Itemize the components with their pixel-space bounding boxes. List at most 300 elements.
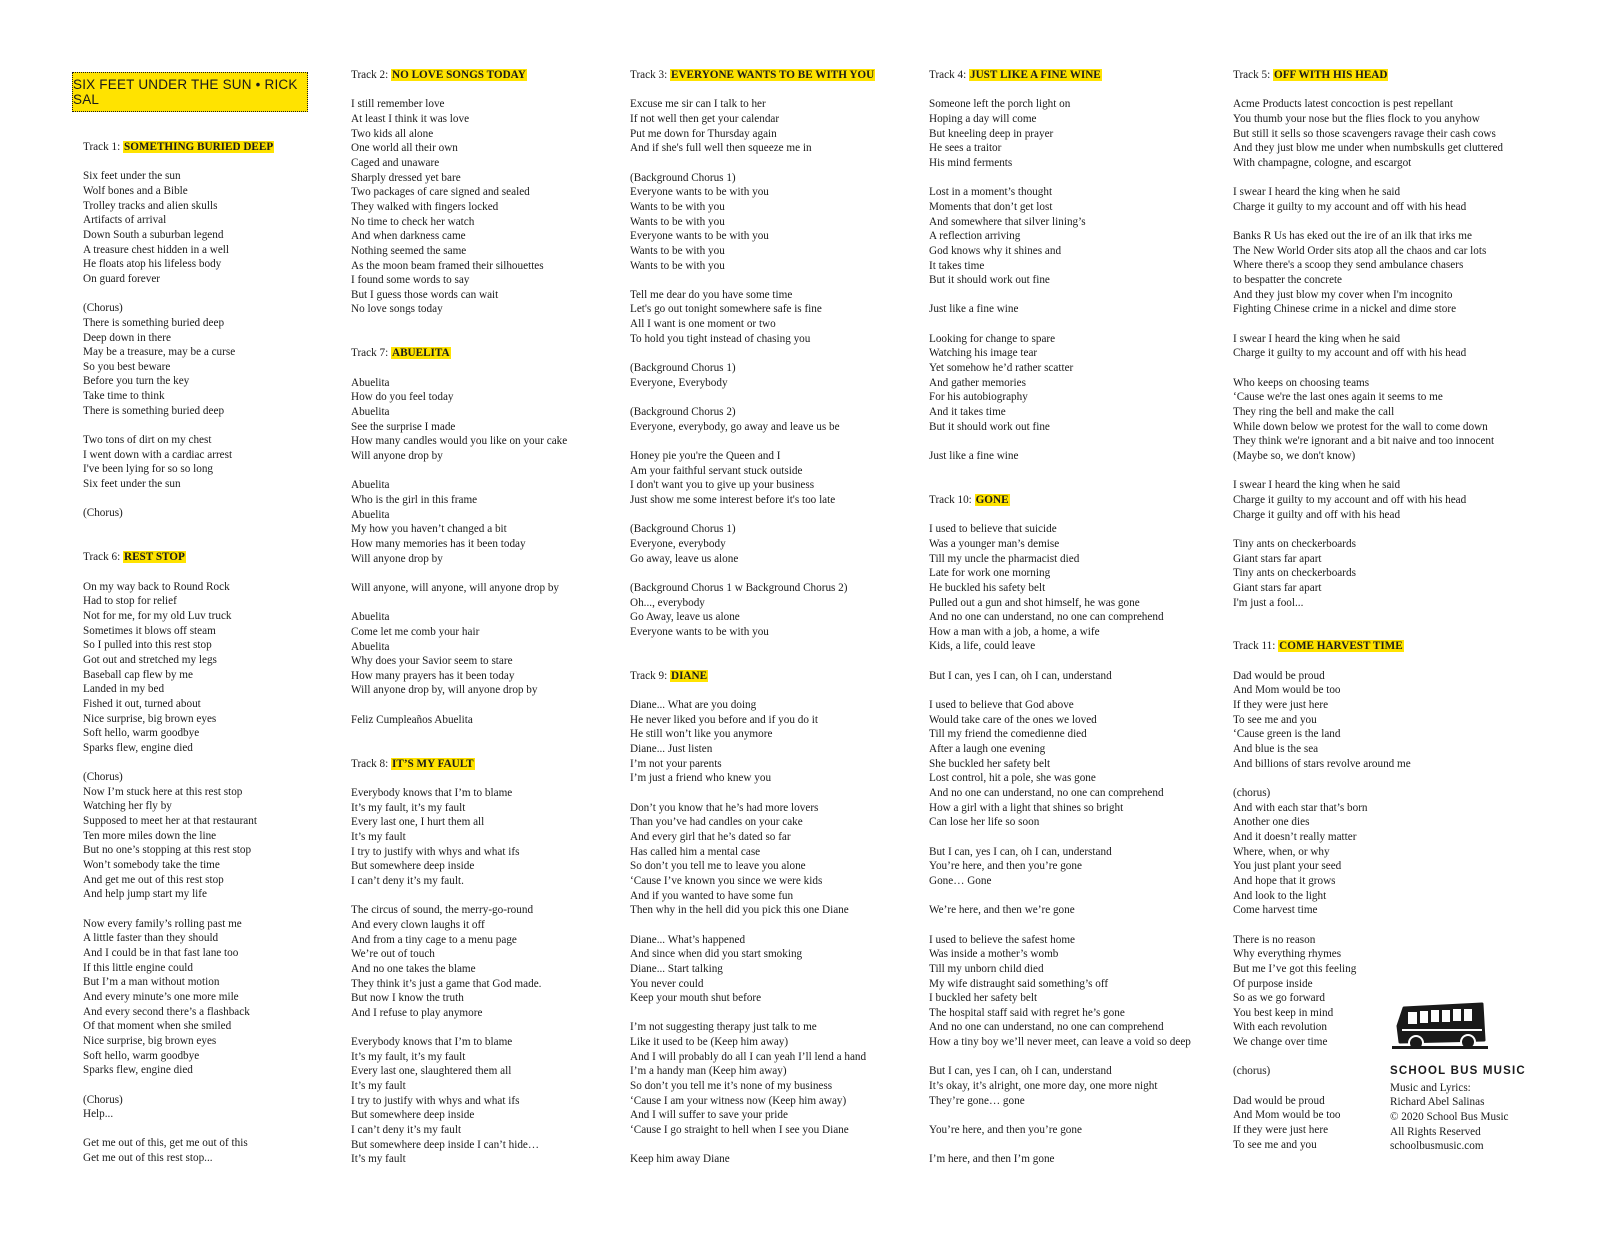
lyric-line: The hospital staff said with regret he’s gone <box>929 1006 1125 1019</box>
lyric-line: Charge it guilty to my account and off with his head <box>1233 347 1467 360</box>
track-8 <box>351 757 567 1167</box>
lyric-line <box>929 889 1191 904</box>
lyric-line: I used to believe the safest home <box>929 933 1076 946</box>
column-1 <box>83 140 274 1166</box>
lyric-line: Sparks flew, engine died <box>83 741 193 754</box>
credits <box>1390 1018 1560 1154</box>
lyric-line: Won’t somebody take the time <box>83 859 220 872</box>
lyric-line: My wife distraught said something’s off <box>929 977 1109 990</box>
track-number: Track 1: <box>83 141 123 153</box>
lyric-line: Supposed to meet her at that restaurant <box>83 815 257 828</box>
column-3 <box>630 68 875 1167</box>
lyric-line: They think it’s just a game that God made. <box>351 977 542 990</box>
lyric-line <box>1233 464 1503 479</box>
lyric-line: And no one can understand, no one can comprehend <box>929 1021 1164 1034</box>
lyric-line: And no one can understand, no one can comprehend <box>929 787 1164 800</box>
lyric-line: It’s my fault, it’s my fault <box>351 1050 466 1063</box>
lyric-line: ‘Cause green is the land <box>1233 728 1341 741</box>
lyric-line: (Background Chorus 1) <box>630 171 736 184</box>
lyric-line: Watching her fly by <box>83 800 172 813</box>
lyric-line: See the surprise I made <box>351 420 456 433</box>
lyric-line: A treasure chest hidden in a well <box>83 243 230 256</box>
lyric-line: It’s my fault, it’s my fault <box>351 801 466 814</box>
lyric-line: Where there's a scoop they send ambulance chasers <box>1233 259 1464 272</box>
lyric-line <box>351 889 567 904</box>
lyric-line: ‘Cause we're the last ones again it seems to me <box>1233 391 1443 404</box>
lyric-line: Before you turn the key <box>83 375 190 388</box>
lyric-line: And they just blow my cover when I'm incognito <box>1233 288 1453 301</box>
lyric-line: So don’t you tell me to leave you alone <box>630 860 806 873</box>
column-4 <box>929 68 1191 1167</box>
lyric-line: And if she's full well then squeeze me in <box>630 142 812 155</box>
lyric-line: And billions of stars revolve around me <box>1233 757 1411 770</box>
lyric-line <box>630 1138 875 1153</box>
lyric-line: Take time to think <box>83 390 165 403</box>
track-6 <box>83 550 274 1165</box>
lyric-line: Was inside a mother’s womb <box>929 948 1059 961</box>
lyric-line: Will anyone drop by, will anyone drop by <box>351 684 538 697</box>
lyric-line: Till my friend the comedienne died <box>929 728 1087 741</box>
lyric-line: Keep him away Diane <box>630 1153 730 1166</box>
lyric-line <box>630 786 875 801</box>
column-2 <box>351 68 567 1167</box>
lyric-line: We’re here, and then we’re gone <box>929 904 1075 917</box>
track-number: Track 10: <box>929 493 975 506</box>
lyric-line <box>351 698 567 713</box>
lyric-line: I’m just a friend who knew you <box>630 772 772 785</box>
lyric-line: I used to believe that God above <box>929 699 1074 712</box>
track-heading <box>1233 639 1503 654</box>
lyric-line: It takes time <box>929 259 985 272</box>
lyric-line: Sparks flew, engine died <box>83 1064 193 1077</box>
lyric-line: But I can, yes I can, oh I can, understand <box>929 845 1112 858</box>
lyric-line: I went down with a cardiac arrest <box>83 448 233 461</box>
lyric-line: For his autobiography <box>929 391 1028 404</box>
lyric-line: Wants to be with you <box>630 215 725 228</box>
lyric-line: There is something buried deep <box>83 404 225 417</box>
lyrics <box>929 97 1191 463</box>
lyric-line: It’s my fault <box>351 830 406 843</box>
lyric-line <box>1233 171 1503 186</box>
lyric-line: (Chorus) <box>83 302 123 315</box>
lyric-line <box>630 434 875 449</box>
lyric-line: How a man with a job, a home, a wife <box>929 625 1100 638</box>
lyric-line <box>83 1122 274 1137</box>
track-number: Track 6: <box>83 551 123 564</box>
lyric-line: He floats atop his lifeless body <box>83 258 222 271</box>
lyric-line: I've been lying for so so long <box>83 463 214 476</box>
lyric-line: Everyone, Everybody <box>630 376 728 389</box>
lyric-line: ‘Cause I am your witness now (Keep him away) <box>630 1094 847 1107</box>
track-title: COME HARVEST TIME <box>1279 640 1403 653</box>
lyric-line <box>1233 317 1503 332</box>
lyric-line: Late for work one morning <box>929 567 1051 580</box>
lyric-line: to bespatter the concrete <box>1233 274 1343 287</box>
lyric-line: Trolley tracks and alien skulls <box>83 199 218 212</box>
lyric-line: Abuelita <box>351 508 390 521</box>
lyric-line: Where, when, or why <box>1233 845 1330 858</box>
lyric-line: With champagne, cologne, and escargot <box>1233 156 1412 169</box>
lyric-line: I swear I heard the king when he said <box>1233 332 1401 345</box>
lyric-line: So as we go forward <box>1233 992 1325 1005</box>
lyric-line: How do you feel today <box>351 391 454 404</box>
lyric-line: But somewhere deep inside I can’t hide… <box>351 1138 540 1151</box>
lyrics <box>630 698 875 1167</box>
lyric-line: Will anyone drop by <box>351 450 443 463</box>
track-heading <box>630 68 875 83</box>
lyric-line: And every minute’s one more mile <box>83 990 239 1003</box>
credit-line: Richard Abel Salinas <box>1390 1096 1485 1109</box>
lyric-line <box>929 654 1191 669</box>
lyric-line: They ring the bell and make the call <box>1233 406 1395 419</box>
lyrics <box>351 786 567 1167</box>
lyric-line: How many prayers has it been today <box>351 669 515 682</box>
lyric-line <box>929 288 1191 303</box>
lyric-line <box>1233 918 1503 933</box>
lyric-line: Lost control, hit a pole, she was gone <box>929 772 1096 785</box>
lyric-line: And no one can understand, no one can comprehend <box>929 611 1164 624</box>
lyric-line: And with each star that’s born <box>1233 801 1368 814</box>
lyric-line: I'm just a fool... <box>1233 596 1304 609</box>
lyric-line: My how you haven’t changed a bit <box>351 523 507 536</box>
lyric-line <box>351 464 567 479</box>
lyrics <box>351 376 567 728</box>
lyric-line: It’s my fault <box>351 1153 406 1166</box>
lyric-line: Two packages of care signed and sealed <box>351 186 530 199</box>
lyric-line: Everyone wants to be with you <box>630 625 769 638</box>
lyric-line <box>351 596 567 611</box>
lyrics <box>351 97 567 317</box>
lyric-line <box>351 566 567 581</box>
lyric-line: Come let me comb your hair <box>351 625 480 638</box>
lyric-line <box>630 156 875 171</box>
lyric-line: No love songs today <box>351 303 443 316</box>
lyric-line: And I will suffer to save your pride <box>630 1109 788 1122</box>
lyric-line: And if you wanted to have some fun <box>630 889 794 902</box>
lyric-line: And Mom would be too <box>1233 684 1341 697</box>
lyric-line: One world all their own <box>351 142 458 155</box>
track-heading <box>929 68 1191 83</box>
lyric-line <box>83 492 274 507</box>
lyric-line: Banks R Us has eked out the ire of an ilk that irks me <box>1233 230 1472 243</box>
lyric-line: How many memories has it been today <box>351 537 526 550</box>
lyric-line: Excuse me sir can I talk to her <box>630 98 766 111</box>
lyric-line: Watching his image tear <box>929 347 1038 360</box>
lyric-line <box>1233 215 1503 230</box>
lyric-line: Diane... What are you doing <box>630 699 757 712</box>
track-number: Track 2: <box>351 69 391 81</box>
lyric-line <box>630 390 875 405</box>
lyric-line: Soft hello, warm goodbye <box>83 727 200 740</box>
lyric-line: Feliz Cumpleaños Abuelita <box>351 713 473 726</box>
lyric-line: I buckled her safety belt <box>929 992 1038 1005</box>
lyric-line <box>1233 361 1503 376</box>
lyric-line: And look to the light <box>1233 889 1327 902</box>
lyric-line: Just like a fine wine <box>929 303 1019 316</box>
lyric-line: (Background Chorus 1 w Background Chorus 2) <box>630 581 848 594</box>
lyric-line: And I could be in that fast lane too <box>83 946 239 959</box>
lyric-line: But I can, yes I can, oh I can, understand <box>929 669 1112 682</box>
lyric-line: Abuelita <box>351 479 390 492</box>
lyric-line: Another one dies <box>1233 816 1310 829</box>
track-4 <box>929 68 1191 464</box>
lyric-line: I swear I heard the king when he said <box>1233 186 1401 199</box>
lyric-line: (Background Chorus 1) <box>630 523 736 536</box>
lyric-line: If they were just here <box>1233 699 1329 712</box>
lyric-line: And no one takes the blame <box>351 962 476 975</box>
lyric-line: His mind ferments <box>929 156 1013 169</box>
track-9 <box>630 669 875 1167</box>
track-number: Track 9: <box>630 669 670 682</box>
lyric-line: Of purpose inside <box>1233 977 1313 990</box>
lyric-line: I found some words to say <box>351 274 470 287</box>
lyric-line: (Background Chorus 1) <box>630 362 736 375</box>
track-heading <box>630 669 875 684</box>
lyric-line: (chorus) <box>1233 787 1271 799</box>
lyric-line <box>929 1108 1191 1123</box>
lyric-line: Everybody knows that I’m to blame <box>351 787 513 800</box>
lyric-line: Get me out of this rest stop... <box>83 1152 213 1165</box>
lyric-line: Get me out of this, get me out of this <box>83 1137 248 1150</box>
track-title: IT’S MY FAULT <box>392 757 474 770</box>
lyric-line: I can’t deny it’s my fault <box>351 1124 462 1137</box>
lyric-line: They think we're ignorant and a bit naive and too innocent <box>1233 435 1495 448</box>
lyric-line: You never could <box>630 977 704 990</box>
lyric-line: Sometimes it blows off steam <box>83 624 216 637</box>
lyric-line: I’m not suggesting therapy just talk to me <box>630 1021 817 1034</box>
lyrics <box>83 580 274 1166</box>
lyric-line: We’re out of touch <box>351 948 435 961</box>
lyric-line: Abuelita <box>351 611 390 624</box>
lyric-line: And I refuse to play anymore <box>351 1006 483 1019</box>
lyric-line: Nice surprise, big brown eyes <box>83 712 217 725</box>
track-2 <box>351 68 567 317</box>
lyric-line: Pulled out a gun and shot himself, he was gone <box>929 596 1140 609</box>
lyric-line: I can’t deny it’s my fault. <box>351 874 464 887</box>
lyric-line: They’re gone… gone <box>929 1094 1025 1107</box>
lyric-line: May be a treasure, may be a curse <box>83 346 236 359</box>
lyric-line <box>83 755 274 770</box>
lyric-line: And from a tiny cage to a menu page <box>351 933 517 946</box>
lyric-line: Everybody knows that I’m to blame <box>351 1036 513 1049</box>
lyric-line: But no one’s stopping at this rest stop <box>83 844 252 857</box>
lyric-line: With each revolution <box>1233 1021 1327 1034</box>
lyric-line: Abuelita <box>351 406 390 419</box>
track-title: GONE <box>975 493 1009 506</box>
lyric-line: Wolf bones and a Bible <box>83 184 188 197</box>
lyric-line: Not for me, for my old Luv truck <box>83 609 232 622</box>
brand-name: SCHOOL BUS MUSIC <box>1390 1065 1526 1077</box>
lyric-line: Will anyone, will anyone, will anyone drop by <box>351 581 560 594</box>
track-title: SOMETHING BURIED DEEP <box>124 141 274 153</box>
lyric-line <box>929 683 1191 698</box>
lyrics <box>83 169 274 521</box>
lyric-line: Someone left the porch light on <box>929 98 1071 111</box>
lyric-line <box>929 918 1191 933</box>
track-heading <box>351 757 567 772</box>
lyric-line: To hold you tight instead of chasing you <box>630 332 811 345</box>
lyric-line: Tiny ants on checkerboards <box>1233 537 1356 550</box>
lyric-line: Six feet under the sun <box>83 170 181 183</box>
lyric-line: Don’t you know that he’s had more lovers <box>630 801 819 814</box>
lyric-line: (Maybe so, we don't know) <box>1233 449 1356 462</box>
lyric-line: And they just blow me under when numbskulls get cluttered <box>1233 142 1504 155</box>
lyric-line: Abuelita <box>351 376 390 389</box>
track-7 <box>351 346 567 727</box>
lyric-line: Every last one, I hurt them all <box>351 816 485 829</box>
lyric-line: On guard forever <box>83 272 161 285</box>
lyric-line: Everyone, everybody, go away and leave us be <box>630 420 840 433</box>
lyric-line: Everyone wants to be with you <box>630 230 769 243</box>
lyric-line: Ten more miles down the line <box>83 829 217 842</box>
lyric-line: Of that moment when she smiled <box>83 1020 232 1033</box>
lyric-line: Had to stop for relief <box>83 595 177 608</box>
lyric-line: And get me out of this rest stop <box>83 873 224 886</box>
lyric-line: Nice surprise, big brown eyes <box>83 1034 217 1047</box>
lyric-line: The New World Order sits atop all the chaos and car lots <box>1233 244 1487 257</box>
lyric-line: And when darkness came <box>351 230 466 243</box>
lyric-line: Let's go out tonight somewhere safe is fine <box>630 303 822 316</box>
lyric-line: On my way back to Round Rock <box>83 580 230 593</box>
lyric-line: Acme Products latest concoction is pest repellant <box>1233 98 1453 111</box>
lyric-line: But somewhere deep inside <box>351 860 475 873</box>
lyric-line: I’m here, and then I’m gone <box>929 1153 1055 1166</box>
lyric-line: You thumb your nose but the flies flock to you anyhow <box>1233 112 1480 125</box>
lyric-line: But I can, yes I can, oh I can, understand <box>929 1065 1112 1078</box>
lyric-line: (Chorus) <box>83 507 123 520</box>
lyric-line: (Background Chorus 2) <box>630 406 736 419</box>
lyric-line: There is no reason <box>1233 933 1316 946</box>
lyric-line: ‘Cause I go straight to hell when I see you Diane <box>630 1124 849 1137</box>
lyric-line: So you best beware <box>83 360 171 373</box>
lyric-line <box>630 346 875 361</box>
lyric-line: It’s my fault <box>351 1080 406 1093</box>
lyric-line <box>83 1078 274 1093</box>
lyric-line: He sees a traitor <box>929 142 1002 155</box>
track-title: EVERYONE WANTS TO BE WITH YOU <box>671 69 875 81</box>
lyric-line: But now I know the truth <box>351 992 464 1005</box>
lyric-line: But I guess those words can wait <box>351 288 499 301</box>
track-10 <box>929 493 1191 1167</box>
lyric-line: Giant stars far apart <box>1233 581 1322 594</box>
lyric-line: (Chorus) <box>83 1093 123 1106</box>
lyric-line: Abuelita <box>351 640 390 653</box>
lyric-line: You’re here, and then you’re gone <box>929 1124 1082 1137</box>
lyric-line: But it should work out fine <box>929 420 1050 433</box>
lyric-line: I don't want you to give up your business <box>630 479 815 492</box>
lyric-line: Put me down for Thursday again <box>630 127 777 140</box>
lyric-line: Caged and unaware <box>351 156 440 169</box>
lyric-line: At least I think it was love <box>351 112 470 125</box>
lyric-line: Sharply dressed yet bare <box>351 171 461 184</box>
lyric-line: Can lose her life so soon <box>929 816 1040 829</box>
credit-line: © 2020 School Bus Music <box>1390 1110 1509 1123</box>
lyric-line: Six feet under the sun <box>83 478 181 491</box>
lyric-line: Moments that don’t get lost <box>929 200 1053 213</box>
lyric-line: Artifacts of arrival <box>83 214 167 227</box>
lyric-line: Wants to be with you <box>630 244 725 257</box>
album-title-box <box>72 72 308 112</box>
lyric-line: Diane... Start talking <box>630 962 723 975</box>
track-title: OFF WITH HIS HEAD <box>1274 69 1388 81</box>
lyric-line: Looking for change to spare <box>929 332 1056 345</box>
lyric-line: Who keeps on choosing teams <box>1233 376 1370 389</box>
lyric-line: And every second there’s a flashback <box>83 1005 250 1018</box>
lyric-line: Two tons of dirt on my chest <box>83 434 212 447</box>
lyric-line: But I’m a man without motion <box>83 976 220 989</box>
lyric-line: Till my unborn child died <box>929 962 1044 975</box>
lyric-line: Now every family’s rolling past me <box>83 917 242 930</box>
track-1 <box>83 140 274 521</box>
lyric-line: I try to justify with whys and what ifs <box>351 1094 520 1107</box>
lyric-line: Wants to be with you <box>630 259 725 272</box>
track-number: Track 4: <box>929 69 969 81</box>
lyric-line: How many candles would you like on your cake <box>351 435 568 448</box>
lyric-line <box>929 1138 1191 1153</box>
lyric-line: And every girl that he’s dated so far <box>630 830 791 843</box>
track-heading <box>929 493 1191 508</box>
lyric-line <box>630 508 875 523</box>
lyric-line: Oh..., everybody <box>630 596 705 609</box>
lyric-line <box>1233 522 1503 537</box>
track-number: Track 5: <box>1233 69 1273 81</box>
track-number: Track 3: <box>630 69 670 81</box>
lyric-line: And Mom would be too <box>1233 1109 1341 1122</box>
lyric-line: Diane... What’s happened <box>630 933 746 946</box>
lyric-line: No time to check her watch <box>351 215 475 228</box>
lyric-line <box>929 830 1191 845</box>
track-3 <box>630 68 875 639</box>
track-heading <box>83 140 274 155</box>
lyric-line: Dad would be proud <box>1233 669 1325 682</box>
lyric-line: While down below we protest for the wall to come down <box>1233 420 1488 433</box>
lyric-line: He never liked you before and if you do it <box>630 713 818 726</box>
lyric-line: Baseball cap flew by me <box>83 668 193 681</box>
lyric-line: Am your faithful servant stuck outside <box>630 464 803 477</box>
lyric-line: So I pulled into this rest stop <box>83 639 212 652</box>
lyric-line: If not well then get your calendar <box>630 112 780 125</box>
track-number: Track 7: <box>351 347 391 360</box>
lyric-line: Hoping a day will come <box>929 112 1037 125</box>
lyric-line: And every clown laughs it off <box>351 918 485 931</box>
lyric-line: Honey pie you're the Queen and I <box>630 449 781 462</box>
lyric-line: Charge it guilty and off with his head <box>1233 508 1401 521</box>
lyric-line: He still won’t like you anymore <box>630 728 773 741</box>
track-heading <box>351 346 567 361</box>
lyric-line: But me I’ve got this feeling <box>1233 962 1357 975</box>
lyric-line: Giant stars far apart <box>1233 552 1322 565</box>
lyric-line: Who is the girl in this frame <box>351 493 478 506</box>
lyric-line: All I want is one moment or two <box>630 318 776 331</box>
lyric-line: But kneeling deep in prayer <box>929 127 1054 140</box>
lyric-line: But it should work out fine <box>929 274 1050 287</box>
lyric-line: Yet somehow he’d rather scatter <box>929 362 1074 375</box>
lyric-line: You best keep in mind <box>1233 1006 1334 1019</box>
lyric-line: How a tiny boy we’ll never meet, can leave a void so deep <box>929 1036 1191 1049</box>
track-title: DIANE <box>671 669 708 682</box>
lyric-line <box>83 287 274 302</box>
credit-line: All Rights Reserved <box>1390 1125 1481 1138</box>
lyric-line: Why does your Savior seem to stare <box>351 655 513 668</box>
lyric-line: Come harvest time <box>1233 904 1318 917</box>
lyric-line: A reflection arriving <box>929 230 1021 243</box>
lyric-line: We change over time <box>1233 1036 1328 1049</box>
lyric-line: And gather memories <box>929 376 1026 389</box>
lyric-line: Than you’ve had candles on your cake <box>630 816 803 829</box>
lyric-line: And hope that it grows <box>1233 874 1336 887</box>
lyric-line: Keep your mouth shut before <box>630 992 762 1005</box>
lyric-line: Landed in my bed <box>83 683 165 696</box>
